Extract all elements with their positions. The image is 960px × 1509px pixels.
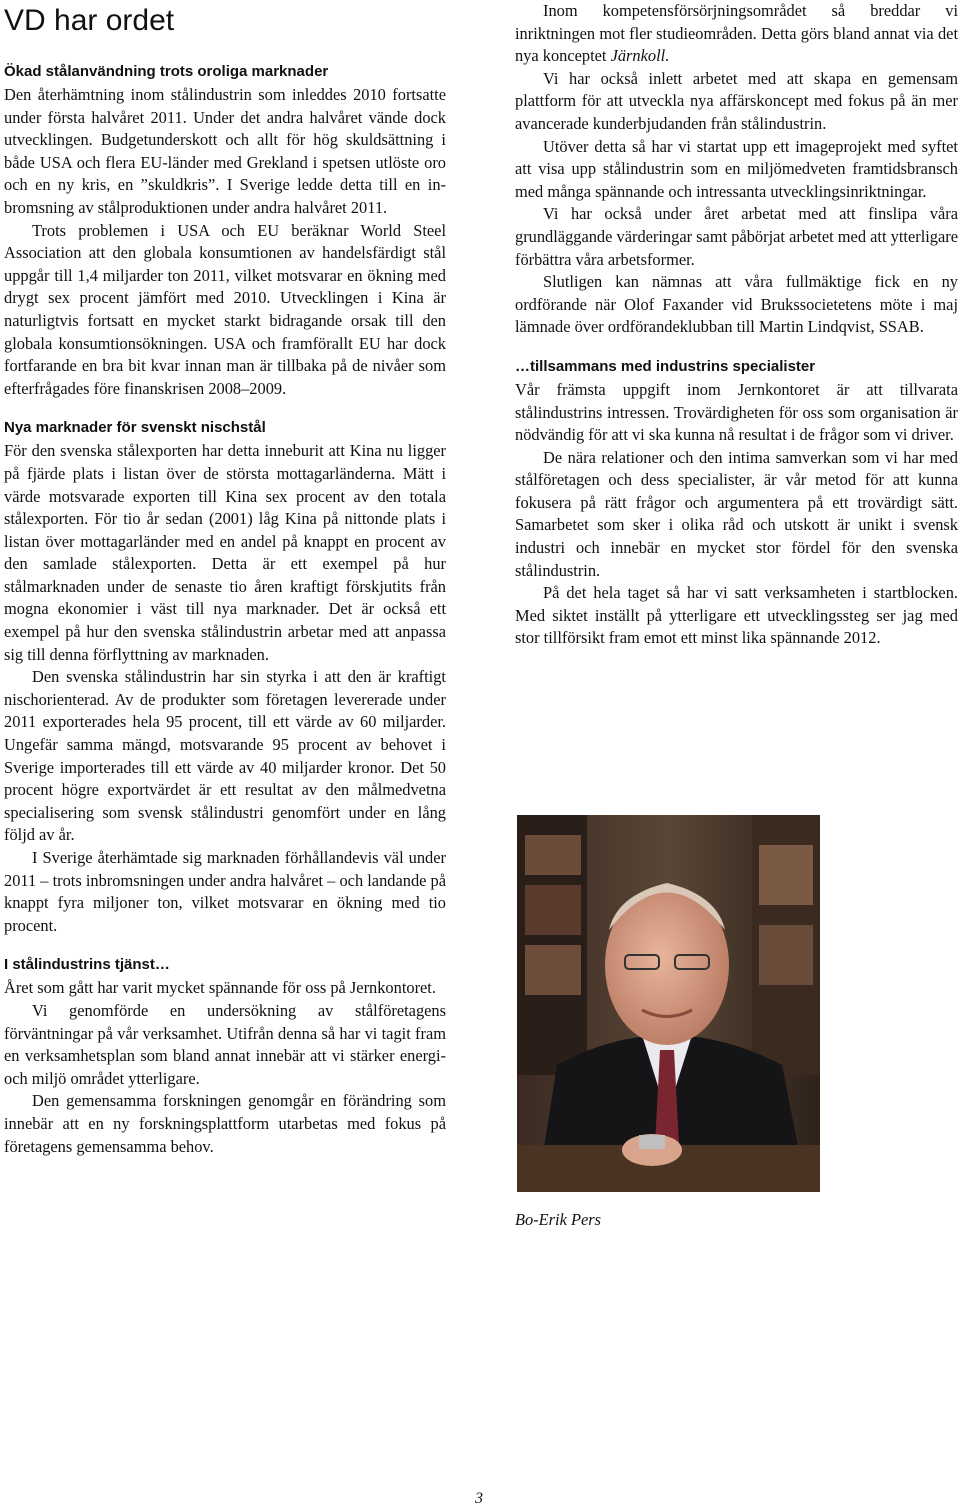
paragraph-text: Inom kompetensförsörjningsområdet så breddar vi inriktningen mot fler studieområden. Detta görs bland annat via det nya konceptet xyxy=(515,1,958,66)
page-title: VD har ordet xyxy=(4,4,175,37)
paragraph: Den gemensamma forskningen genomgår en förändring som innebär att en ny forskningsplattform utarbetas med fokus på företagens gemensamma behov. xyxy=(4,1091,446,1156)
page-number: 3 xyxy=(475,1490,483,1507)
right-column xyxy=(515,0,958,650)
paragraph: De nära relationer och den intima samverkan som vi har med stålföretagen och dess specialister, är vår metod för att kunna fokusera på rätt frågor och argumentera på ett trovärdigt sätt. Samarbetet som sker i olika råd och utskott är unikt i svensk industri och innebär en mycket stor fördel för den svenska stålindustrin. xyxy=(515,447,958,580)
paragraph: Slutligen kan nämnas att våra fullmäktige fick en ny ordförande när Olof Faxander vid Brukssocietetens möte i maj lämnade över ordförandeklubban till Martin Lindqvist, SSAB. xyxy=(515,272,958,337)
section-heading: Ökad stålanvändning trots oroliga marknader xyxy=(4,63,329,80)
paragraph: Året som gått har varit mycket spännande för oss på Jernkontoret. xyxy=(4,978,436,998)
paragraph: Utöver detta så har vi startat upp ett imageprojekt med syftet att visa upp stålindustrin som en miljömedveten framtidsbransch med många spännande och intressanta utvecklingsinriktningar. xyxy=(515,136,958,201)
paragraph: Trots problemen i USA och EU beräknar World Steel Association att den globala konsumtionen av handelsfärdigt stål uppgår till 1,4 miljarder ton 2011, vilket motsvarar en ökning med drygt sex procent jämfört med 2010. Utvecklingen i Kina är naturligtvis fortsatt en mycket starkt bidragande orsak till den globala konsumtionsökningen. USA och framförallt EU har dock fortfarande en bra bit kvar innan man är tillbaka på de nivåer som efterfrågades före finanskrisen 2008–2009. xyxy=(4,220,446,398)
paragraph: Vår främsta uppgift inom Jernkontoret är att tillvarata stålindustrins intressen. Trovärdigheten för oss som organisation är nödvändig för att vi ska kunna nå resultat i de frågor som vi driver. xyxy=(515,379,958,445)
concept-name: Järnkoll. xyxy=(610,46,670,66)
paragraph: Vi har också inlett arbetet med att skapa en gemensam plattform för att utveckla nya affärskoncept med fokus på än mer avancerade kunderbjudanden från stålindustrin. xyxy=(515,68,958,133)
paragraph: För den svenska stålexporten har detta inneburit att Kina nu ligger på fjärde plats i listan över de största mottagarländerna. Mätt i värde motsvarade exporten till Kina sex procent av den totala stålexporten. För tio år sedan (2001) låg Kina på nittonde plats i listan över mottagarländer med en andel på knappt en procent av den samlade stålexporten. Detta är ett exempel på hur stålmarknaden under de senaste tio åren kraftigt förskjutits från mogna ekonomier i väst till nya marknader. Det är också ett exempel på hur den svenska stålindustrin arbetar med att anpassa sig till denna förflyttning av marknaden. xyxy=(4,441,446,664)
paragraph: På det hela taget så har vi satt verksamheten i startblocken. Med siktet inställt på ytterligare ett utvecklingssteg ser jag med stor tillförsikt fram emot ett minst lika spännande 2012. xyxy=(515,583,958,648)
paragraph: Vi genomförde en undersökning av stålföretagens förväntningar på vår verksamhet. Utifrån denna så har vi tagit fram en verksamhetsplan som bland annat innebär att vi stärker energi- och miljö området ytterligare. xyxy=(4,1000,446,1088)
section-heading: …tillsammans med industrins specialister xyxy=(515,357,816,375)
paragraph: Vi har också under året arbetat med att finslipa våra grundläggande värderingar samt påbörjat arbetet med att ytterligare förbättra våra arbetsformer. xyxy=(515,204,958,269)
section-heading: Nya marknader för svenskt nischstål xyxy=(4,419,266,437)
section-heading: I stålindustrins tjänst… xyxy=(4,956,170,974)
left-column xyxy=(4,0,446,1158)
paragraph: I Sverige återhämtade sig marknaden förhållandevis väl under 2011 – trots inbromsningen under andra halvåret – och landande på knappt fyra miljoner ton, vilket motsvarar en ökning med tio procent. xyxy=(4,848,446,935)
paragraph: Den återhämtning inom stålindustrin som inleddes 2010 fortsatte under första halvåret 2011. Under det andra halvåret vände dock utvecklingen. Budgetunderskott och allt för hög skuldsättning i både USA och flera EU-länder med Grekland i spetsen utlöste oro och en ny kris, en ”skuldkris”. I Sverige ledde detta till en inbromsning av stålproduktionen under andra halvåret 2011. xyxy=(4,85,446,217)
paragraph: Den svenska stålindustrin har sin styrka i att den är kraftigt nischorienterad. Av de produkter som företagen levererade under 2011 exporterades hela 95 procent, till ett värde av 60 miljarder. Ungefär samma mängd, motsvarande 95 procent av behovet i Sverige importerades till ett värde av 40 miljarder kronor. Det 50 procent högre exportvärdet är ett resultat av den målmedvetna specialisering som svensk stålindustri genomfört under en lång följd av år. xyxy=(4,667,446,845)
paragraph xyxy=(515,0,958,68)
photo-caption: Bo-Erik Pers xyxy=(515,1210,602,1229)
portrait-photo xyxy=(517,815,820,1192)
